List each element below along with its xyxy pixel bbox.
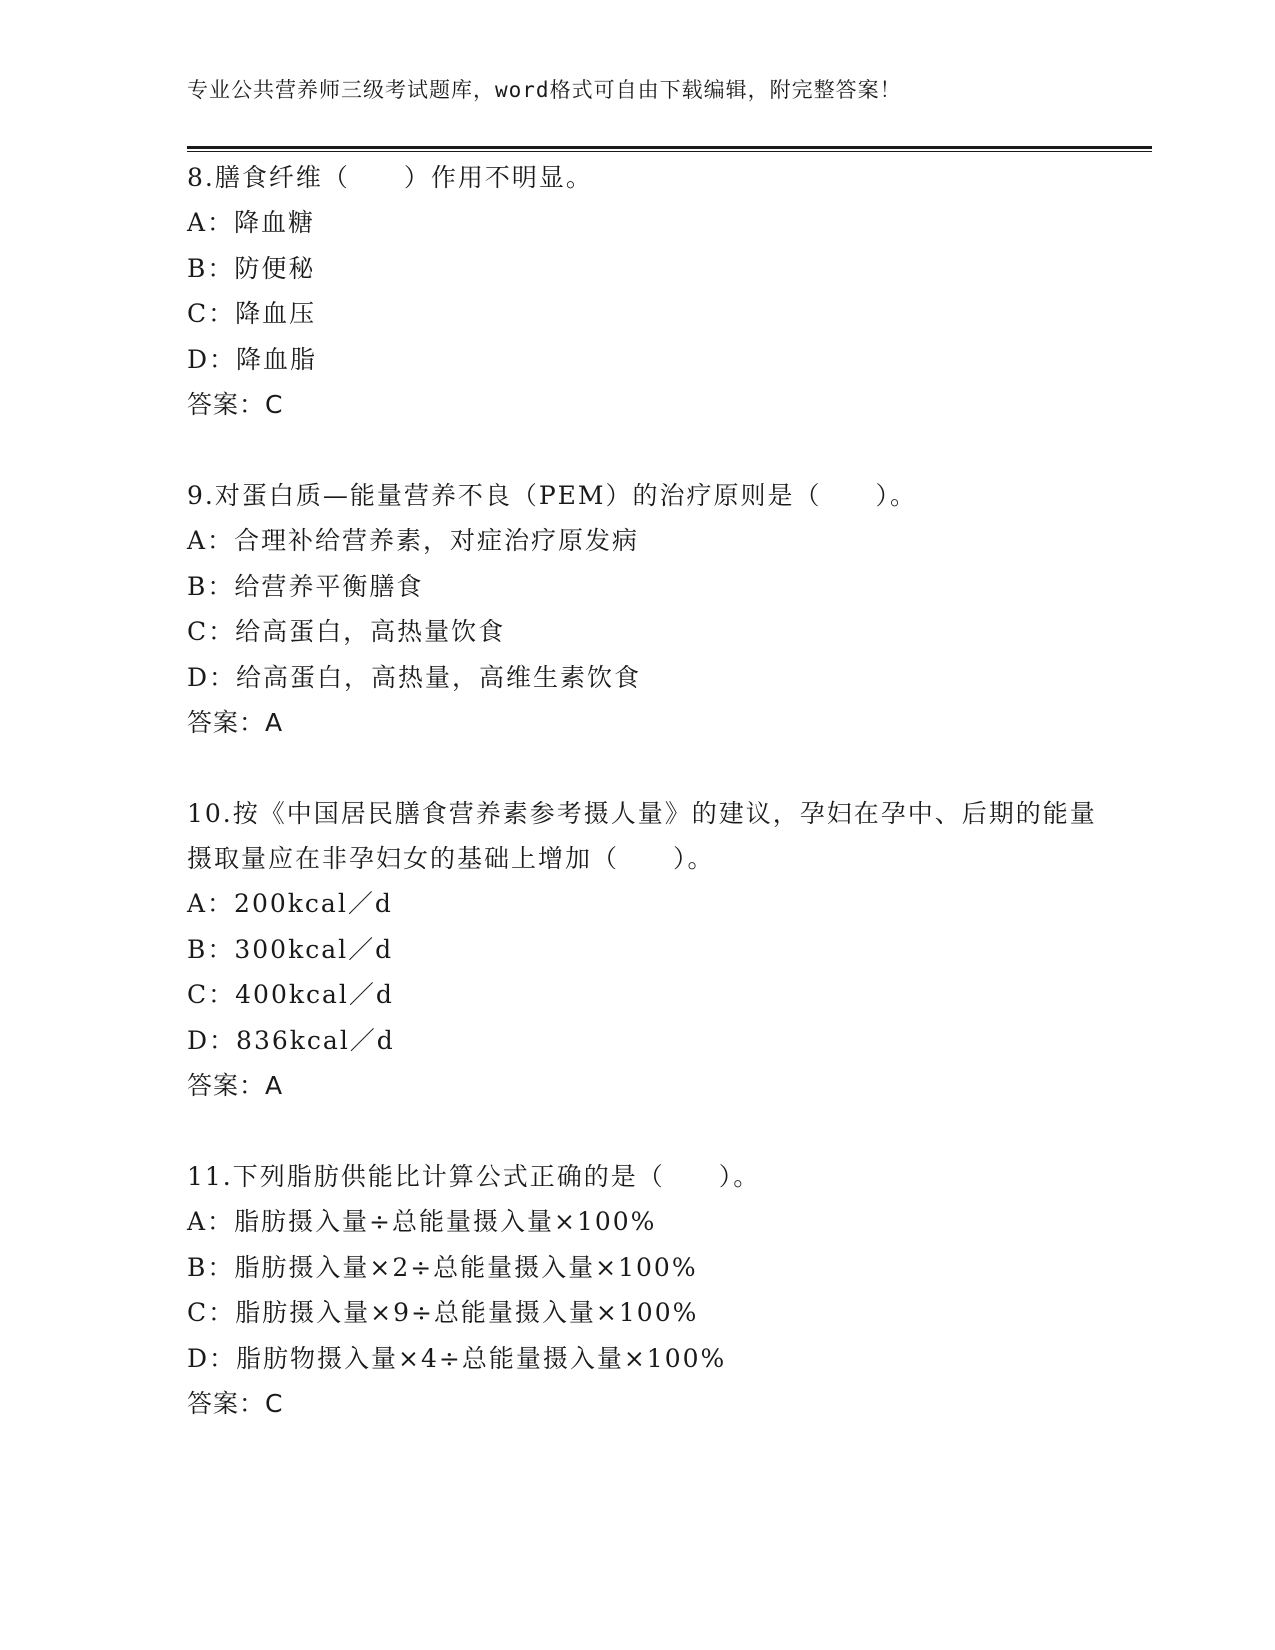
question-list (187, 155, 1097, 1472)
answer: 答案：C (187, 1389, 284, 1418)
option-c: C：给高蛋白，高热量饮食 (187, 617, 506, 646)
question-11 (187, 1154, 1097, 1426)
option-b: B：给营养平衡膳食 (187, 571, 424, 601)
option-a: A：降血糖 (187, 208, 316, 237)
question-stem: 11.下列脂肪供能比计算公式正确的是（ ）。 (187, 1162, 761, 1191)
option-d: D：脂肪物摄入量×4÷总能量摄入量×100% (187, 1343, 727, 1373)
option-a: A：200kcal／d (187, 889, 393, 918)
option-d: D：836kcal／d (187, 1025, 395, 1055)
option-b: B：300kcal／d (187, 934, 394, 964)
option-c: C：脂肪摄入量×9÷总能量摄入量×100% (187, 1298, 699, 1327)
question-10 (187, 791, 1097, 1108)
answer: 答案：C (187, 390, 284, 419)
question-stem: 8.膳食纤维（ ）作用不明显。 (187, 163, 593, 192)
option-c: C：400kcal／d (187, 980, 394, 1009)
option-a: A：合理补给营养素，对症治疗原发病 (187, 526, 640, 555)
question-8 (187, 155, 1097, 427)
option-d: D：给高蛋白，高热量，高维生素饮食 (187, 662, 642, 692)
question-stem: 9.对蛋白质—能量营养不良（PEM）的治疗原则是（ ）。 (187, 481, 918, 510)
answer: 答案：A (187, 1071, 284, 1100)
option-b: B：防便秘 (187, 253, 316, 283)
option-a: A：脂肪摄入量÷总能量摄入量×100% (187, 1207, 657, 1236)
header-rule-thin (187, 151, 1152, 152)
question-9 (187, 473, 1097, 745)
header-rule (187, 146, 1152, 149)
option-d: D：降血脂 (187, 344, 318, 374)
answer: 答案：A (187, 708, 284, 737)
question-stem: 10.按《中国居民膳食营养素参考摄人量》的建议，孕妇在孕中、后期的能量摄取量应在非孕妇女的基础上增加（ ）。 (187, 799, 1097, 873)
page-header: 专业公共营养师三级考试题库，word格式可自由下载编辑，附完整答案！ (187, 78, 902, 102)
option-c: C：降血压 (187, 299, 317, 328)
option-b: B：脂肪摄入量×2÷总能量摄入量×100% (187, 1252, 698, 1282)
